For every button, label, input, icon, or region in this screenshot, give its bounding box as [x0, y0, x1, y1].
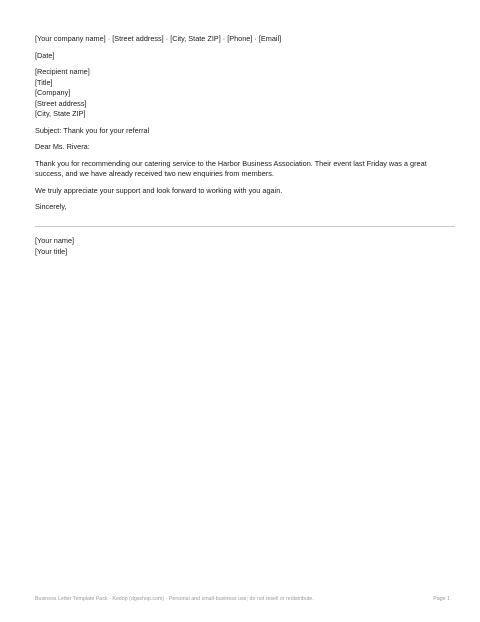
closing-line: Sincerely,	[35, 202, 67, 211]
subject-line: Subject: Thank you for your referral	[35, 125, 150, 135]
recipient-company: [Company]	[35, 88, 71, 97]
recipient-title: [Title]	[35, 77, 53, 87]
body-paragraph: Thank you for recommending our catering service to the Harbor Business Association. Their event last Friday was a great success, and we have already received two new enquiries from members.	[35, 158, 427, 178]
recipient-city: [City, State ZIP]	[35, 109, 86, 118]
recipient-street: [Street address]	[35, 98, 87, 108]
footer-notice: Business Letter Template Pack · Kedop (dgsshop.com) · Personal and small-business use; do not resell or redistribute.	[35, 596, 314, 602]
salutation-line: Dear Ms. Rivera:	[35, 142, 90, 151]
sender-line: [Your company name] · [Street address] · [City, State ZIP] · [Phone] · [Email]	[35, 34, 282, 43]
signature-block	[35, 236, 74, 257]
date-line: [Date]	[35, 50, 55, 60]
signature-title: [Your title]	[35, 246, 68, 256]
signature-rule	[35, 226, 455, 227]
signature-name: [Your name]	[35, 236, 75, 245]
body-paragraph: We truly appreciate your support and look forward to working with you again.	[35, 185, 283, 195]
recipient-name: [Recipient name]	[35, 67, 90, 76]
page-number: Page 1	[433, 596, 450, 602]
recipient-block	[35, 67, 455, 120]
letter-content	[35, 34, 455, 213]
